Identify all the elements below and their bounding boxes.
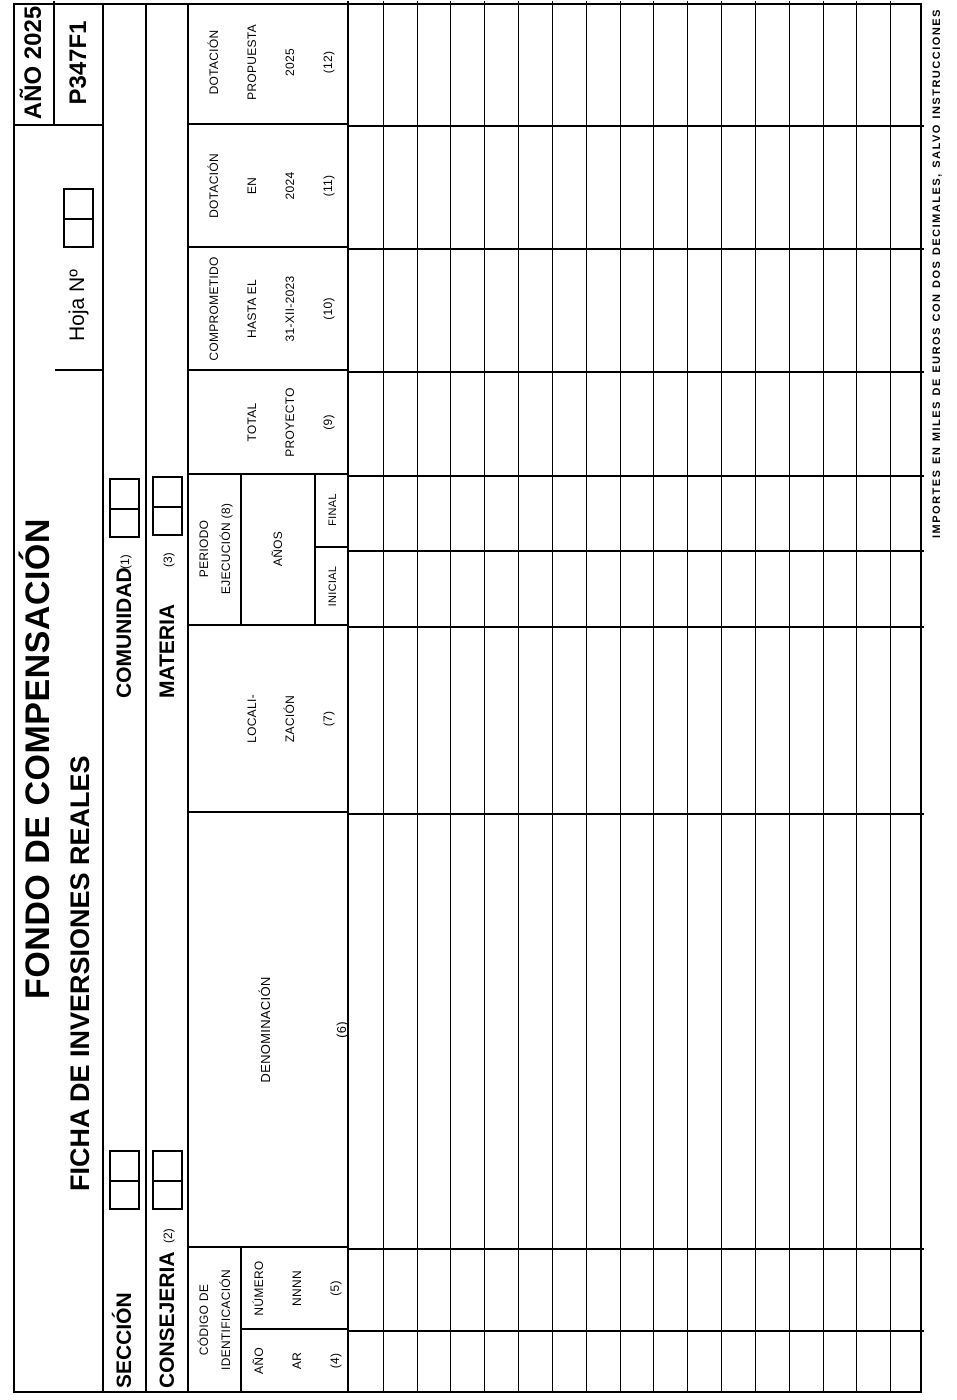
- grid-cell[interactable]: [755, 1330, 789, 1391]
- seccion-box-2[interactable]: [109, 1150, 140, 1180]
- grid-cell[interactable]: [450, 1, 484, 125]
- grid-cell[interactable]: [383, 248, 417, 371]
- grid-cell[interactable]: [518, 550, 552, 626]
- grid-cell[interactable]: [755, 550, 789, 626]
- grid-cell[interactable]: [484, 550, 518, 626]
- grid-cell[interactable]: [789, 475, 823, 550]
- grid-cell[interactable]: [484, 475, 518, 550]
- grid-cell[interactable]: [823, 550, 857, 626]
- grid-cell[interactable]: [755, 248, 789, 371]
- grid-cell[interactable]: [484, 1330, 518, 1391]
- year-box: AÑO 2025: [15, 1, 55, 126]
- grid-cell[interactable]: [383, 1330, 417, 1391]
- header-codigo: CÓDIGO DE IDENTIFICACIÓN: [189, 1248, 242, 1391]
- grid-cell[interactable]: [789, 1330, 823, 1391]
- grid-cell[interactable]: [518, 1, 552, 125]
- grid-cell[interactable]: [620, 1330, 654, 1391]
- units-footnote: IMPORTES EN MILES DE EUROS CON DOS DECIMALES, SALVO INSTRUCCIONES: [931, 8, 943, 539]
- grid-cell[interactable]: [620, 813, 654, 1248]
- grid-cell[interactable]: [484, 813, 518, 1248]
- grid-cell[interactable]: [687, 1, 721, 125]
- grid-cell[interactable]: [687, 1330, 721, 1391]
- grid-cell[interactable]: [349, 371, 383, 475]
- consejeria-box-1[interactable]: [152, 1180, 183, 1210]
- grid-cell[interactable]: [687, 1248, 721, 1330]
- grid-cell[interactable]: [890, 550, 924, 626]
- header-denominacion: DENOMINACIÓN (6): [189, 813, 349, 1248]
- grid-cell[interactable]: [450, 475, 484, 550]
- sheet-number-box-1[interactable]: [63, 218, 94, 248]
- grid-cell[interactable]: [721, 1248, 755, 1330]
- grid-cell[interactable]: [721, 248, 755, 371]
- grid-cell[interactable]: [890, 1, 924, 125]
- grid-cell[interactable]: [586, 1330, 620, 1391]
- grid-cell[interactable]: [349, 248, 383, 371]
- materia-boxes: [152, 476, 183, 536]
- grid-cell[interactable]: [755, 813, 789, 1248]
- grid-cell[interactable]: [687, 371, 721, 475]
- subtitle-row: [55, 5, 102, 1391]
- materia-box-1[interactable]: [152, 506, 183, 536]
- grid-cell[interactable]: [518, 125, 552, 248]
- grid-cell[interactable]: [417, 1248, 451, 1330]
- grid-cell[interactable]: [383, 1248, 417, 1330]
- grid-cell[interactable]: [653, 813, 687, 1248]
- grid-cell[interactable]: [518, 371, 552, 475]
- header-localizacion: LOCALI- ZACIÓN (7): [189, 626, 349, 813]
- grid-cell[interactable]: [383, 475, 417, 550]
- grid-cell[interactable]: [450, 1330, 484, 1391]
- grid-cell[interactable]: [484, 125, 518, 248]
- grid-cell[interactable]: [721, 1330, 755, 1391]
- header-inicial: INICIAL: [326, 565, 339, 607]
- title-row: [15, 5, 55, 1391]
- grid-cell[interactable]: [890, 1330, 924, 1391]
- grid-cell[interactable]: [417, 550, 451, 626]
- grid-cell[interactable]: [789, 626, 823, 813]
- grid-cell[interactable]: [349, 1330, 383, 1391]
- grid-cell[interactable]: [620, 550, 654, 626]
- grid-cell[interactable]: [417, 475, 451, 550]
- grid-cell[interactable]: [620, 371, 654, 475]
- header-ano: AÑO AR (4): [252, 1347, 342, 1374]
- header-dotacion-2025: DOTACIÓN PROPUESTA 2025 (12): [189, 1, 349, 125]
- grid-cell[interactable]: [383, 626, 417, 813]
- grid-cell[interactable]: [552, 626, 586, 813]
- grid-cell[interactable]: [721, 813, 755, 1248]
- header-periodo-group: [189, 475, 349, 626]
- grid-cell[interactable]: [823, 125, 857, 248]
- grid-cell[interactable]: [586, 371, 620, 475]
- grid-cell[interactable]: [417, 248, 451, 371]
- grid-cell[interactable]: [653, 475, 687, 550]
- grid-cell[interactable]: [789, 125, 823, 248]
- grid-cell[interactable]: [450, 371, 484, 475]
- grid-cell[interactable]: [349, 813, 383, 1248]
- grid-cell[interactable]: [755, 1248, 789, 1330]
- grid-cell[interactable]: [687, 125, 721, 248]
- grid-cell[interactable]: [789, 813, 823, 1248]
- grid-cell[interactable]: [856, 475, 890, 550]
- grid-cell[interactable]: [586, 626, 620, 813]
- seccion-boxes: [109, 1150, 140, 1210]
- grid-cell[interactable]: [856, 1, 890, 125]
- grid-cell[interactable]: [890, 813, 924, 1248]
- grid-cell[interactable]: [823, 1248, 857, 1330]
- grid-cell[interactable]: [856, 550, 890, 626]
- grid-cell[interactable]: [856, 1330, 890, 1391]
- grid-cell[interactable]: [890, 125, 924, 248]
- grid-cell[interactable]: [417, 1, 451, 125]
- consejeria-row: [145, 5, 187, 1391]
- grid-cell[interactable]: [552, 1, 586, 125]
- grid-cell[interactable]: [856, 813, 890, 1248]
- grid-cell[interactable]: [890, 626, 924, 813]
- grid-cell[interactable]: [484, 1248, 518, 1330]
- grid-cell[interactable]: [856, 371, 890, 475]
- grid-cell[interactable]: [518, 813, 552, 1248]
- grid-cell[interactable]: [721, 371, 755, 475]
- grid-cell[interactable]: [653, 248, 687, 371]
- header-periodo: PERIODO EJECUCIÓN (8): [189, 473, 242, 624]
- grid-cell[interactable]: [755, 626, 789, 813]
- seccion-label: SECCIÓN: [113, 1292, 136, 1388]
- grid-cell[interactable]: [518, 1330, 552, 1391]
- grid-cell[interactable]: [721, 626, 755, 813]
- grid-cell[interactable]: [823, 371, 857, 475]
- grid-cell[interactable]: [823, 626, 857, 813]
- grid-cell[interactable]: [823, 248, 857, 371]
- grid-cell[interactable]: [450, 813, 484, 1248]
- grid-cell[interactable]: [586, 550, 620, 626]
- grid-cell[interactable]: [552, 550, 586, 626]
- consejeria-boxes: [152, 1150, 183, 1210]
- grid-cell[interactable]: [417, 125, 451, 248]
- grid-cell[interactable]: [823, 1, 857, 125]
- header-comprometido: COMPROMETIDO HASTA EL 31-XII-2023 (10): [189, 248, 349, 371]
- grid-cell[interactable]: [450, 626, 484, 813]
- table-header: [187, 5, 347, 1391]
- grid-cell[interactable]: [620, 125, 654, 248]
- grid-cell[interactable]: [620, 626, 654, 813]
- grid-cell[interactable]: [890, 1248, 924, 1330]
- grid-cell[interactable]: [586, 248, 620, 371]
- grid-cell[interactable]: [383, 1, 417, 125]
- header-numero: NÚMERO NNNN (5): [242, 1248, 349, 1330]
- grid-cell[interactable]: [890, 475, 924, 550]
- grid-cell[interactable]: [349, 475, 383, 550]
- grid-cell[interactable]: [653, 125, 687, 248]
- grid-cell[interactable]: [653, 371, 687, 475]
- grid-cell[interactable]: [586, 125, 620, 248]
- grid-cell[interactable]: [755, 371, 789, 475]
- grid-cell[interactable]: [450, 550, 484, 626]
- grid-cell[interactable]: [653, 1248, 687, 1330]
- grid-cell[interactable]: [552, 813, 586, 1248]
- grid-cell[interactable]: [383, 371, 417, 475]
- grid-cell[interactable]: [518, 1248, 552, 1330]
- grid-cell[interactable]: [823, 813, 857, 1248]
- grid-cell[interactable]: [484, 1, 518, 125]
- materia-box-2[interactable]: [152, 476, 183, 506]
- grid-cell[interactable]: [620, 248, 654, 371]
- grid-cell[interactable]: [721, 550, 755, 626]
- grid-cell[interactable]: [620, 1248, 654, 1330]
- grid-cell[interactable]: [789, 371, 823, 475]
- grid-cell[interactable]: [383, 813, 417, 1248]
- form-code-box: P347F1: [55, 1, 102, 126]
- grid-cell[interactable]: [856, 248, 890, 371]
- data-grid: [347, 1, 924, 1391]
- grid-cell[interactable]: [789, 1, 823, 125]
- grid-cell[interactable]: [856, 125, 890, 248]
- consejeria-box-2[interactable]: [152, 1150, 183, 1180]
- comunidad-boxes: [109, 478, 140, 538]
- grid-cell[interactable]: [349, 1, 383, 125]
- form-border: [13, 3, 922, 1393]
- grid-cell[interactable]: [518, 248, 552, 371]
- header-dotacion-2024: DOTACIÓN EN 2024 (11): [189, 125, 349, 248]
- sheet-number-label: Hoja Nº: [66, 269, 89, 341]
- grid-cell[interactable]: [586, 813, 620, 1248]
- grid-cell[interactable]: [552, 125, 586, 248]
- grid-cell[interactable]: [890, 248, 924, 371]
- grid-cell[interactable]: [450, 248, 484, 371]
- grid-cell[interactable]: [349, 1248, 383, 1330]
- grid-cell[interactable]: [653, 1330, 687, 1391]
- grid-cell[interactable]: [349, 125, 383, 248]
- header-anos: AÑOS: [242, 473, 316, 624]
- sheet-number-boxes: [63, 188, 94, 248]
- grid-cell[interactable]: [417, 371, 451, 475]
- grid-cell[interactable]: [484, 626, 518, 813]
- grid-cell[interactable]: [856, 626, 890, 813]
- grid-cell[interactable]: [856, 1248, 890, 1330]
- header-final: FINAL: [316, 473, 349, 548]
- grid-cell[interactable]: [349, 550, 383, 626]
- grid-cell[interactable]: [586, 1248, 620, 1330]
- comunidad-box-2[interactable]: [109, 478, 140, 508]
- form-subtitle: FICHA DE INVERSIONES REALES: [65, 755, 95, 1191]
- consejeria-number: (2): [161, 1228, 175, 1243]
- grid-cell[interactable]: [383, 125, 417, 248]
- grid-cell[interactable]: [518, 475, 552, 550]
- grid-cell[interactable]: [653, 550, 687, 626]
- materia-number: (3): [161, 552, 175, 567]
- grid-cell[interactable]: [755, 475, 789, 550]
- header-total-proyecto: TOTAL PROYECTO (9): [189, 371, 349, 475]
- grid-cell[interactable]: [721, 125, 755, 248]
- grid-cell[interactable]: [450, 1248, 484, 1330]
- grid-cell[interactable]: [586, 475, 620, 550]
- grid-cell[interactable]: [552, 475, 586, 550]
- grid-cell[interactable]: [349, 626, 383, 813]
- grid-cell[interactable]: [890, 371, 924, 475]
- grid-cell[interactable]: [417, 1330, 451, 1391]
- grid-cell[interactable]: [450, 125, 484, 248]
- comunidad-number: (1): [118, 554, 132, 569]
- seccion-box-1[interactable]: [109, 1180, 140, 1210]
- grid-cell[interactable]: [687, 813, 721, 1248]
- grid-cell[interactable]: [687, 248, 721, 371]
- grid-cell[interactable]: [620, 475, 654, 550]
- comunidad-box-1[interactable]: [109, 508, 140, 538]
- grid-cell[interactable]: [484, 248, 518, 371]
- grid-cell[interactable]: [755, 1, 789, 125]
- grid-cell[interactable]: [518, 626, 552, 813]
- grid-cell[interactable]: [823, 475, 857, 550]
- grid-cell[interactable]: [586, 1, 620, 125]
- grid-cell[interactable]: [687, 626, 721, 813]
- consejeria-label: CONSEJERIA: [156, 1251, 179, 1388]
- grid-cell[interactable]: [417, 626, 451, 813]
- seccion-row: [102, 5, 145, 1391]
- grid-cell[interactable]: [620, 1, 654, 125]
- grid-cell[interactable]: [552, 1248, 586, 1330]
- grid-cell[interactable]: [653, 1, 687, 125]
- grid-cell[interactable]: [552, 371, 586, 475]
- sheet-number-cell: [55, 126, 102, 371]
- grid-cell[interactable]: [721, 475, 755, 550]
- grid-cell[interactable]: [552, 1330, 586, 1391]
- grid-cell[interactable]: [687, 550, 721, 626]
- grid-cell[interactable]: [417, 813, 451, 1248]
- grid-cell[interactable]: [789, 1248, 823, 1330]
- comunidad-label: COMUNIDAD: [113, 567, 136, 698]
- grid-cell[interactable]: [789, 248, 823, 371]
- grid-cell[interactable]: [823, 1330, 857, 1391]
- sheet-number-box-2[interactable]: [63, 188, 94, 218]
- grid-cell[interactable]: [789, 550, 823, 626]
- materia-label: MATERIA: [156, 603, 179, 698]
- grid-cell[interactable]: [755, 125, 789, 248]
- grid-cell[interactable]: [552, 248, 586, 371]
- grid-cell[interactable]: [653, 626, 687, 813]
- grid-cell[interactable]: [687, 475, 721, 550]
- form-title: FONDO DE COMPENSACIÓN: [19, 518, 57, 999]
- grid-cell[interactable]: [484, 371, 518, 475]
- grid-cell[interactable]: [721, 1, 755, 125]
- grid-cell[interactable]: [383, 550, 417, 626]
